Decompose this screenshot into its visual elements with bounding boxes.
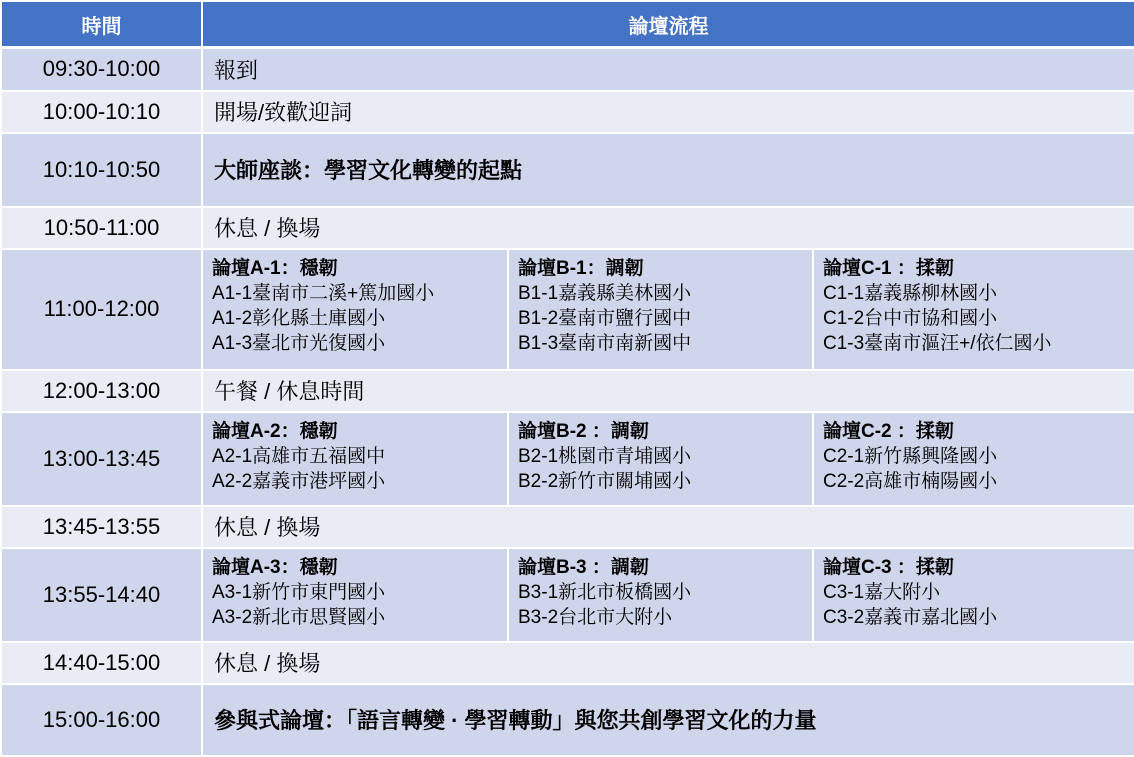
forum-item: A1-1臺南市二溪+篤加國小 [212, 282, 435, 304]
activity-cell: 午餐 / 休息時間 [202, 370, 1134, 412]
forum-cell-b3 [508, 548, 813, 642]
table-row [1, 91, 1134, 133]
time-column-header: 時間 [1, 1, 202, 48]
time-cell: 15:00-16:00 [1, 684, 202, 756]
forum-item: A1-3臺北市光復國小 [212, 332, 386, 354]
table-row [1, 207, 1134, 249]
time-cell: 11:00-12:00 [1, 249, 202, 370]
forum-item: C3-2嘉義市嘉北國小 [823, 606, 998, 628]
forum-title: 論壇B-3 ：調韌 [518, 556, 649, 578]
header-row [1, 1, 1134, 48]
flow-column-header: 論壇流程 [202, 1, 1134, 48]
table-row [1, 642, 1134, 684]
forum-title: 論壇B-1：調韌 [518, 257, 644, 279]
table-row-forums [1, 249, 1134, 370]
forum-item: A2-1高雄市五福國中 [212, 445, 386, 467]
time-cell: 10:00-10:10 [1, 91, 202, 133]
activity-cell: 休息 / 換場 [202, 506, 1134, 548]
time-cell: 13:00-13:45 [1, 412, 202, 506]
forum-item: A3-2新北市思賢國小 [212, 606, 386, 628]
activity-cell: 報到 [202, 48, 1134, 91]
forum-cell-c3 [813, 548, 1134, 642]
forum-item: B1-2臺南市鹽行國中 [518, 307, 692, 329]
forum-item: C1-3臺南市漚汪+/依仁國小 [823, 332, 1052, 354]
forum-cell-c1 [813, 249, 1134, 370]
table-row [1, 133, 1134, 207]
forum-item: B1-1嘉義縣美林國小 [518, 282, 692, 304]
forum-item: B3-2台北市大附小 [518, 606, 673, 628]
forum-item: A3-1新竹市東門國小 [212, 581, 386, 603]
forum-item: A2-2嘉義市港坪國小 [212, 470, 386, 492]
forum-cell-a3 [202, 548, 508, 642]
table-row [1, 684, 1134, 756]
forum-cell-b1 [508, 249, 813, 370]
table-row [1, 370, 1134, 412]
forum-title: 論壇C-1 ：揉韌 [823, 257, 954, 279]
time-cell: 14:40-15:00 [1, 642, 202, 684]
forum-item: B3-1新北市板橋國小 [518, 581, 692, 603]
forum-cell-b2 [508, 412, 813, 506]
forum-cell-a1 [202, 249, 508, 370]
time-cell: 09:30-10:00 [1, 48, 202, 91]
table-row-forums [1, 412, 1134, 506]
forum-item: A1-2彰化縣土庫國小 [212, 307, 386, 329]
time-cell: 13:55-14:40 [1, 548, 202, 642]
forum-title: 論壇A-3：穩韌 [212, 556, 338, 578]
forum-title: 論壇B-2 ：調韌 [518, 420, 649, 442]
forum-item: B2-1桃園市青埔國小 [518, 445, 692, 467]
table-row-forums [1, 548, 1134, 642]
activity-cell: 休息 / 換場 [202, 207, 1134, 249]
activity-cell: 開場/致歡迎詞 [202, 91, 1134, 133]
forum-title: 論壇A-1：穩韌 [212, 257, 338, 279]
forum-item: C2-1新竹縣興隆國小 [823, 445, 998, 467]
table-row [1, 506, 1134, 548]
forum-item: C1-1嘉義縣柳林國小 [823, 282, 998, 304]
time-cell: 10:50-11:00 [1, 207, 202, 249]
forum-title: 論壇C-2 ：揉韌 [823, 420, 954, 442]
forum-item: B2-2新竹市關埔國小 [518, 470, 692, 492]
forum-item: B1-3臺南市南新國中 [518, 332, 692, 354]
time-cell: 10:10-10:50 [1, 133, 202, 207]
forum-cell-a2 [202, 412, 508, 506]
forum-item: C2-2高雄市楠陽國小 [823, 470, 998, 492]
activity-cell: 休息 / 換場 [202, 642, 1134, 684]
time-cell: 13:45-13:55 [1, 506, 202, 548]
forum-item: C3-1嘉大附小 [823, 581, 941, 603]
time-cell: 12:00-13:00 [1, 370, 202, 412]
participatory-forum-cell: 參與式論壇：「語言轉變 · 學習轉動」與您共創學習文化的力量 [202, 684, 1134, 756]
forum-title: 論壇A-2：穩韌 [212, 420, 338, 442]
forum-title: 論壇C-3 ：揉韌 [823, 556, 954, 578]
forum-item: C1-2台中市協和國小 [823, 307, 998, 329]
forum-cell-c2 [813, 412, 1134, 506]
keynote-activity-cell: 大師座談：學習文化轉變的起點 [202, 133, 1134, 207]
table-row [1, 48, 1134, 91]
